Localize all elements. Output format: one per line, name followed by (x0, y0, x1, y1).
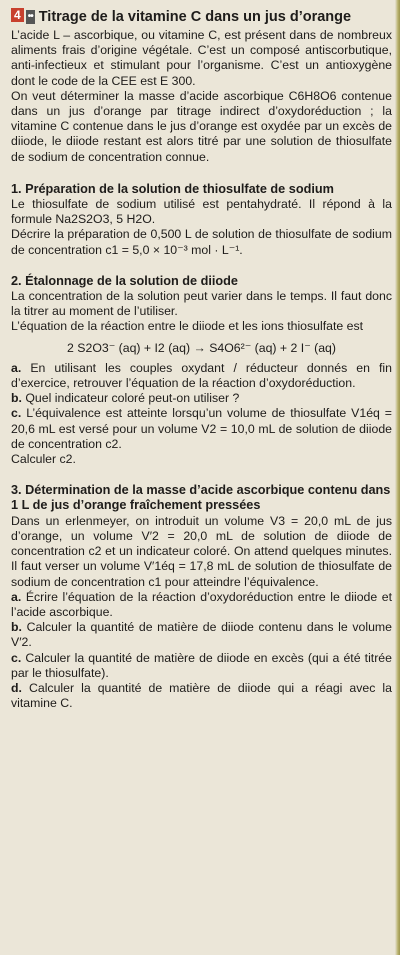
section-3-paragraph-1: Dans un erlenmeyer, on introduit un volume V3 = 20,0 mL de jus d’orange, un volume V′2 = 20,0 mL de solution de diiode de concentration c2 et un indicateur coloré. On attend quelques minutes. Il faut verser un volume V′1éq = 17,8 mL de solution de thiosulfate de sodium de concentration c1 pour atteindre l’équivalence. (11, 513, 392, 589)
exercise-title-block (11, 8, 392, 26)
page-edge (395, 0, 400, 955)
exercise-number: 4 (11, 8, 24, 22)
section-3-question-d (11, 681, 392, 711)
question-label: c. (11, 406, 22, 421)
section-1-title: 1. Préparation de la solution de thiosulfate de sodium (11, 181, 334, 196)
difficulty-badge: •• (27, 11, 33, 22)
question-label: b. (11, 620, 22, 635)
question-text: Calculer la quantité de matière de diiode contenu dans le volume V′2. (11, 620, 392, 650)
question-text: En utilisant les couples oxydant / réducteur donnés en fin d’exercice, retrouver l’équation de la réaction d’oxydoréduction. (11, 360, 392, 391)
thiosulfate-equation: 2 S2O3⁻ (aq) + I2 (aq) → S4O6²⁻ (aq) + 2 I⁻ (aq) (67, 340, 336, 355)
section-3-question-c (11, 651, 392, 681)
section-2-question-c (11, 406, 392, 452)
section-3-title: 3. Détermination de la masse d’acide ascorbique contenu dans 1 L de jus d’orange fraîchement pressées (11, 483, 391, 513)
question-text: Quel indicateur coloré peut-on utiliser ? (25, 391, 240, 406)
section-1-paragraph-2: Décrire la préparation de 0,500 L de solution de thiosulfate de sodium de concentration c1 = 5,0 × 10⁻³ mol · L⁻¹. (11, 227, 392, 257)
section-2-question-a (11, 361, 392, 391)
question-text: Écrire l’équation de la réaction d’oxydoréduction entre le diiode et l’acide ascorbique. (11, 589, 393, 619)
section-2-paragraph-2: L’équation de la réaction entre le diiode et les ions thiosulfate est (11, 319, 364, 334)
section-1-paragraph-1: Le thiosulfate de sodium utilisé est pentahydraté. Il répond à la formule Na2S2O3, 5 H2O. (11, 197, 392, 227)
question-text: Calculer la quantité de matière de diiode qui a réagi avec la vitamine C. (11, 680, 392, 711)
question-text: L’équivalence est atteinte lorsqu’un volume de thiosulfate V1éq = 20,6 mL est versé pour un volume V2 = 10,0 mL de solution de diiode de concentration c2. (11, 406, 392, 451)
section-3-question-a (11, 590, 392, 620)
section-2-title: 2. Étalonnage de la solution de diiode (11, 273, 238, 288)
exercise-content (11, 8, 392, 711)
question-label: d. (11, 680, 22, 695)
section-3-question-b (11, 620, 392, 650)
intro-paragraph-1: L’acide L – ascorbique, ou vitamine C, est présent dans de nombreux aliments frais d’origine végétale. C’est un composé antiscorbutique, anti-infectieux et stimulant pour l’organisme. C’est un antioxygène dont le code de la CEE est E 300. (11, 28, 392, 88)
exercise-title: Titrage de la vitamine C dans un jus d’orange (38, 9, 352, 25)
section-2-question-c-calc: Calculer c2. (11, 452, 76, 467)
section-2-paragraph-1: La concentration de la solution peut varier dans le temps. Il faut donc la titrer au moment de l’utiliser. (11, 289, 392, 319)
intro-paragraph-2: On veut déterminer la masse d’acide ascorbique C6H8O6 contenue dans un jus d’orange par titrage indirect d’oxydoréduction ; la vitamine C contenue dans le jus d’orange est oxydée par un excès de diiode, le diiode restant est alors titré par une solution de thiosulfate de sodium de concentration connue. (11, 88, 392, 164)
section-2-question-b (11, 391, 392, 406)
question-text: Calculer la quantité de matière de diiode en excès (qui a été titrée par le thiosulfate). (11, 650, 392, 680)
question-label: a. (11, 360, 22, 375)
question-label: b. (11, 391, 22, 406)
question-label: c. (11, 650, 22, 665)
question-label: a. (11, 589, 22, 604)
